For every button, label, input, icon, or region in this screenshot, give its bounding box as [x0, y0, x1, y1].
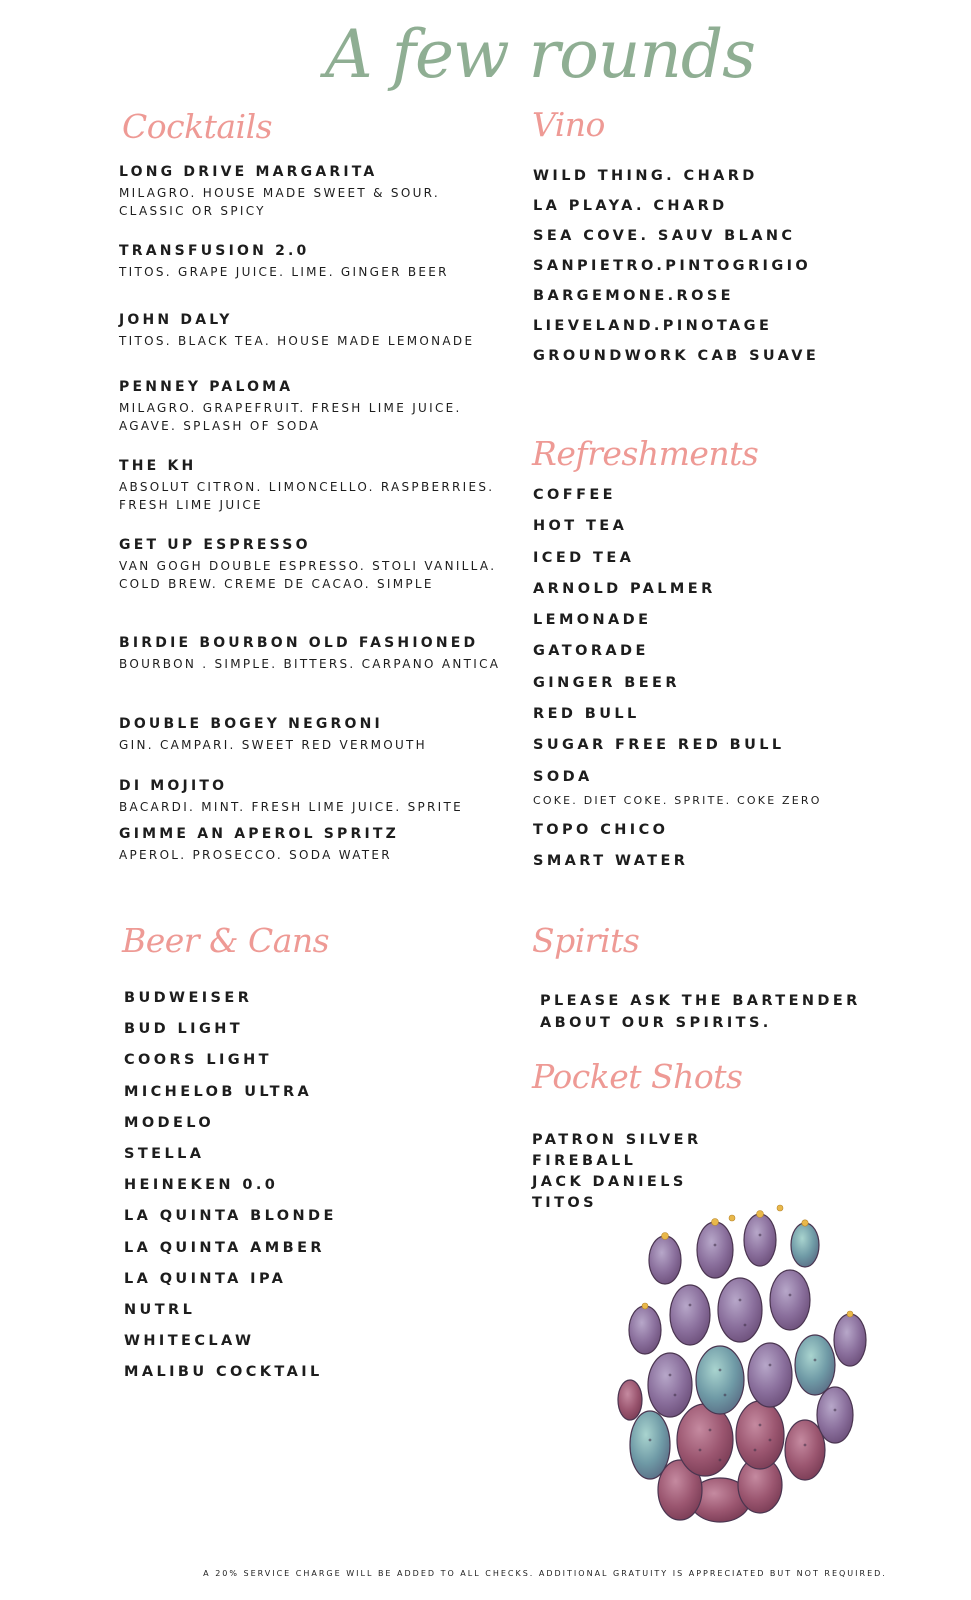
list-item: RED BULL: [533, 706, 640, 723]
list-item: NUTRL: [124, 1301, 196, 1318]
refreshments-list-after: [533, 821, 688, 870]
list-item: LA PLAYA. CHARD: [533, 198, 728, 214]
cocktail-desc: ABSOLUT CITRON. LIMONCELLO. RASPBERRIES. FRESH LIME JUICE: [119, 480, 495, 512]
cocktail-desc: BACARDI. MINT. FRESH LIME JUICE. SPRITE: [119, 800, 464, 814]
list-item: LIEVELAND.PINOTAGE: [533, 318, 773, 334]
list-item: HOT TEA: [533, 518, 628, 535]
cocktail-item: [119, 458, 509, 514]
cocktail-desc: TITOS. GRAPE JUICE. LIME. GINGER BEER: [119, 265, 449, 279]
list-item: LA QUINTA AMBER: [124, 1239, 325, 1256]
cactus-illustration: [610, 1200, 870, 1530]
cocktail-item: [119, 635, 509, 673]
cocktail-desc: MILAGRO. GRAPEFRUIT. FRESH LIME JUICE. AGAVE. SPLASH OF SODA: [119, 401, 462, 433]
list-item: HEINEKEN 0.0: [124, 1177, 279, 1194]
cocktail-item: [119, 243, 509, 281]
list-item: TITOS: [532, 1195, 597, 1211]
cocktail-name: LONG DRIVE MARGARITA: [119, 164, 378, 180]
cocktail-item: [119, 716, 509, 754]
cocktail-name: THE KH: [119, 458, 197, 474]
list-item: MALIBU COCKTAIL: [124, 1364, 323, 1381]
service-charge-footer: A 20% SERVICE CHARGE WILL BE ADDED TO ALL CHECKS. ADDITIONAL GRATUITY IS APPRECIATED BUT NOT REQUIRED.: [203, 1569, 887, 1578]
cocktail-desc: BOURBON . SIMPLE. BITTERS. CARPANO ANTICA: [119, 657, 501, 671]
refreshments-list: [533, 486, 785, 786]
list-item: BUDWEISER: [124, 990, 253, 1006]
cocktail-item: [119, 778, 509, 816]
list-item: WHITECLAW: [124, 1333, 255, 1350]
list-item: ARNOLD PALMER: [533, 580, 716, 597]
cocktail-name: PENNEY PALOMA: [119, 379, 294, 395]
list-item: ICED TEA: [533, 549, 635, 566]
cocktail-name: JOHN DALY: [119, 312, 233, 328]
cocktail-desc: APEROL. PROSECCO. SODA WATER: [119, 848, 392, 862]
list-item: LA QUINTA IPA: [124, 1270, 287, 1287]
pocket-shots-heading: Pocket Shots: [532, 1057, 743, 1096]
list-item: WILD THING. CHARD: [533, 168, 758, 184]
list-item: BUD LIGHT: [124, 1021, 244, 1038]
cocktail-item: [119, 312, 509, 350]
list-item: LEMONADE: [533, 612, 652, 629]
cocktail-name: TRANSFUSION 2.0: [119, 243, 310, 259]
cocktail-name: GET UP ESPRESSO: [119, 537, 311, 553]
list-item: SMART WATER: [533, 853, 689, 869]
list-item: MODELO: [124, 1114, 215, 1131]
spirits-heading: Spirits: [532, 921, 640, 960]
list-item: GINGER BEER: [533, 674, 680, 691]
list-item: GATORADE: [533, 643, 649, 660]
cocktail-name: DI MOJITO: [119, 778, 228, 794]
list-item: SUGAR FREE RED BULL: [533, 737, 785, 754]
spirits-note: PLEASE ASK THE BARTENDER ABOUT OUR SPIRITS.: [540, 993, 861, 1031]
list-item: SANPIETRO.PINTOGRIGIO: [533, 258, 812, 274]
vino-heading: Vino: [532, 105, 605, 144]
list-item: SEA COVE. SAUV BLANC: [533, 228, 796, 244]
cocktail-desc: VAN GOGH DOUBLE ESPRESSO. STOLI VANILLA. COLD BREW. CREME DE CACAO. SIMPLE: [119, 559, 497, 591]
list-item: FIREBALL: [532, 1153, 637, 1169]
cocktail-item: [119, 164, 509, 220]
list-item: STELLA: [124, 1145, 205, 1162]
refreshments-heading: Refreshments: [532, 434, 759, 473]
soda-note: COKE. DIET COKE. SPRITE. COKE ZERO: [533, 794, 822, 807]
cocktail-item: [119, 379, 509, 435]
cocktail-desc: MILAGRO. HOUSE MADE SWEET & SOUR. CLASSIC OR SPICY: [119, 186, 440, 218]
cocktail-name: BIRDIE BOURBON OLD FASHIONED: [119, 635, 479, 651]
list-item: COORS LIGHT: [124, 1052, 272, 1069]
list-item: BARGEMONE.ROSE: [533, 288, 734, 304]
vino-list: [533, 167, 819, 365]
list-item: COFFEE: [533, 487, 616, 503]
list-item: GROUNDWORK CAB SUAVE: [533, 348, 820, 364]
cocktail-name: DOUBLE BOGEY NEGRONI: [119, 716, 383, 732]
list-item: JACK DANIELS: [532, 1174, 687, 1190]
beer-list: [124, 989, 337, 1381]
list-item: SODA: [533, 768, 593, 785]
cocktails-heading: Cocktails: [122, 107, 273, 146]
cocktail-item: [119, 537, 509, 593]
list-item: MICHELOB ULTRA: [124, 1083, 313, 1100]
cocktail-name: GIMME AN APEROL SPRITZ: [119, 826, 399, 842]
cocktail-item: [119, 826, 509, 864]
menu-title: A few rounds: [324, 16, 756, 93]
beer-heading: Beer & Cans: [122, 921, 330, 960]
list-item: TOPO CHICO: [533, 822, 669, 838]
cocktail-desc: TITOS. BLACK TEA. HOUSE MADE LEMONADE: [119, 334, 475, 348]
cocktail-desc: GIN. CAMPARI. SWEET RED VERMOUTH: [119, 738, 427, 752]
list-item: PATRON SILVER: [532, 1132, 702, 1148]
list-item: LA QUINTA BLONDE: [124, 1208, 337, 1225]
